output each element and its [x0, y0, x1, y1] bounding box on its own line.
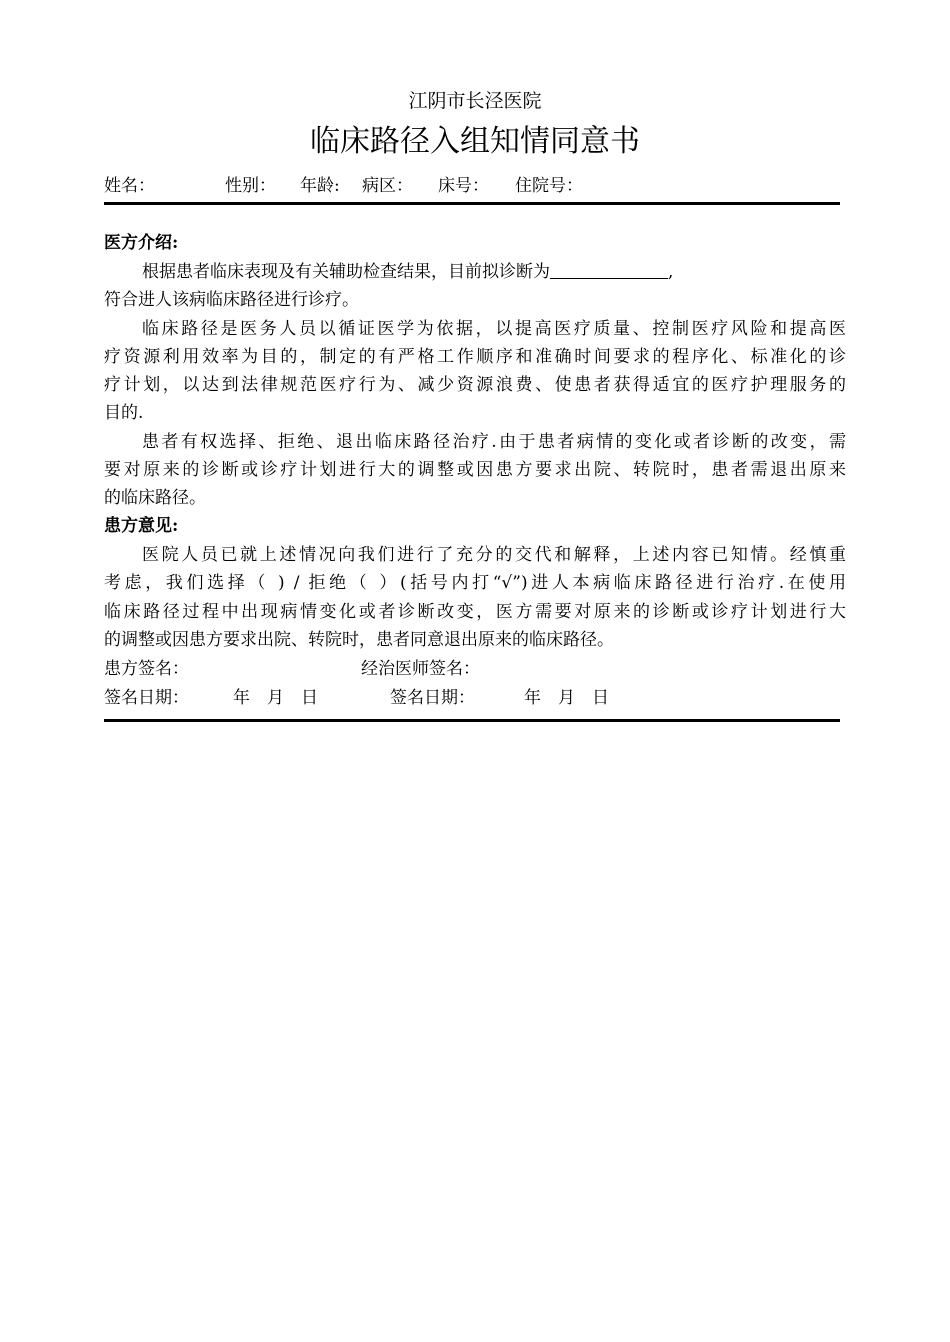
bottom-divider: [104, 719, 840, 722]
gender-label: 性别：: [225, 176, 276, 196]
diagnosis-text: 根据患者临床表现及有关辅助检查结果，目前拟诊断为: [142, 262, 550, 282]
paragraph-line: 临床路径是医务人员以循证医学为依据，以提高医疗质量、控制医疗风险和提高医: [142, 319, 846, 339]
name-label: 姓名：: [104, 176, 155, 196]
patient-signature-label: 患方签名：: [104, 659, 189, 679]
doctor-date-label: 签名日期：: [390, 688, 475, 708]
diagnosis-line: [104, 259, 846, 285]
doctor-signature-label: 经治医师签名：: [361, 659, 480, 679]
diagnosis-blank: [550, 260, 668, 279]
patient-info-row: [104, 174, 844, 198]
paragraph-line: 符合进人该病临床路径进行诊疗。: [104, 290, 359, 310]
consent-choice-line: 考虑，我们选择（ ) / 拒绝（ ）(括号内打“√”)进人本病临床路径进行治疗.在使用: [104, 573, 846, 593]
signature-date-row: [104, 685, 846, 711]
hospital-name: 江阴市长泾医院: [408, 90, 542, 112]
paragraph-line: 的临床路径。: [104, 488, 206, 508]
patient-date-value: 年 月 日: [233, 688, 318, 708]
paragraph-line: 疗资源利用效率为目的，制定的有严格工作顺序和准确时间要求的程序化、标准化的诊: [104, 347, 846, 367]
paragraph-line: 医院人员已就上述情况向我们进行了充分的交代和解释，上述内容已知情。经慎重: [142, 545, 846, 565]
paragraph-line: 的调整或因患方要求出院、转院时，患者同意退出原来的临床路径。: [104, 630, 614, 650]
diagnosis-comma: ,: [668, 262, 674, 282]
doctor-date-value: 年 月 日: [524, 688, 609, 708]
patient-date-label: 签名日期：: [104, 688, 189, 708]
top-divider: [104, 202, 840, 205]
age-label: 年龄:: [300, 176, 340, 196]
document-title: 临床路径入组知情同意书: [310, 124, 640, 159]
ward-label: 病区：: [362, 176, 413, 196]
paragraph-line: 患者有权选择、拒绝、退出临床路径治疗.由于患者病情的变化或者诊断的改变，需: [142, 432, 846, 452]
doctor-section-heading: 医方介绍:: [104, 233, 179, 253]
paragraph-line: 要对原来的诊断或诊疗计划进行大的调整或因患方要求出院、转院时，患者需退出原来: [104, 460, 846, 480]
patient-section-heading: 患方意见:: [104, 516, 179, 536]
paragraph-line: 临床路径过程中出现病情变化或者诊断改变，医方需要对原来的诊断或诊疗计划进行大: [104, 602, 846, 622]
admission-number-label: 住院号：: [515, 176, 583, 196]
bed-label: 床号：: [438, 176, 489, 196]
signature-row: [104, 656, 846, 682]
paragraph-line: 目的.: [104, 403, 144, 423]
paragraph-line: 疗计划，以达到法律规范医疗行为、减少资源浪费、使患者获得适宜的医疗护理服务的: [104, 375, 846, 395]
